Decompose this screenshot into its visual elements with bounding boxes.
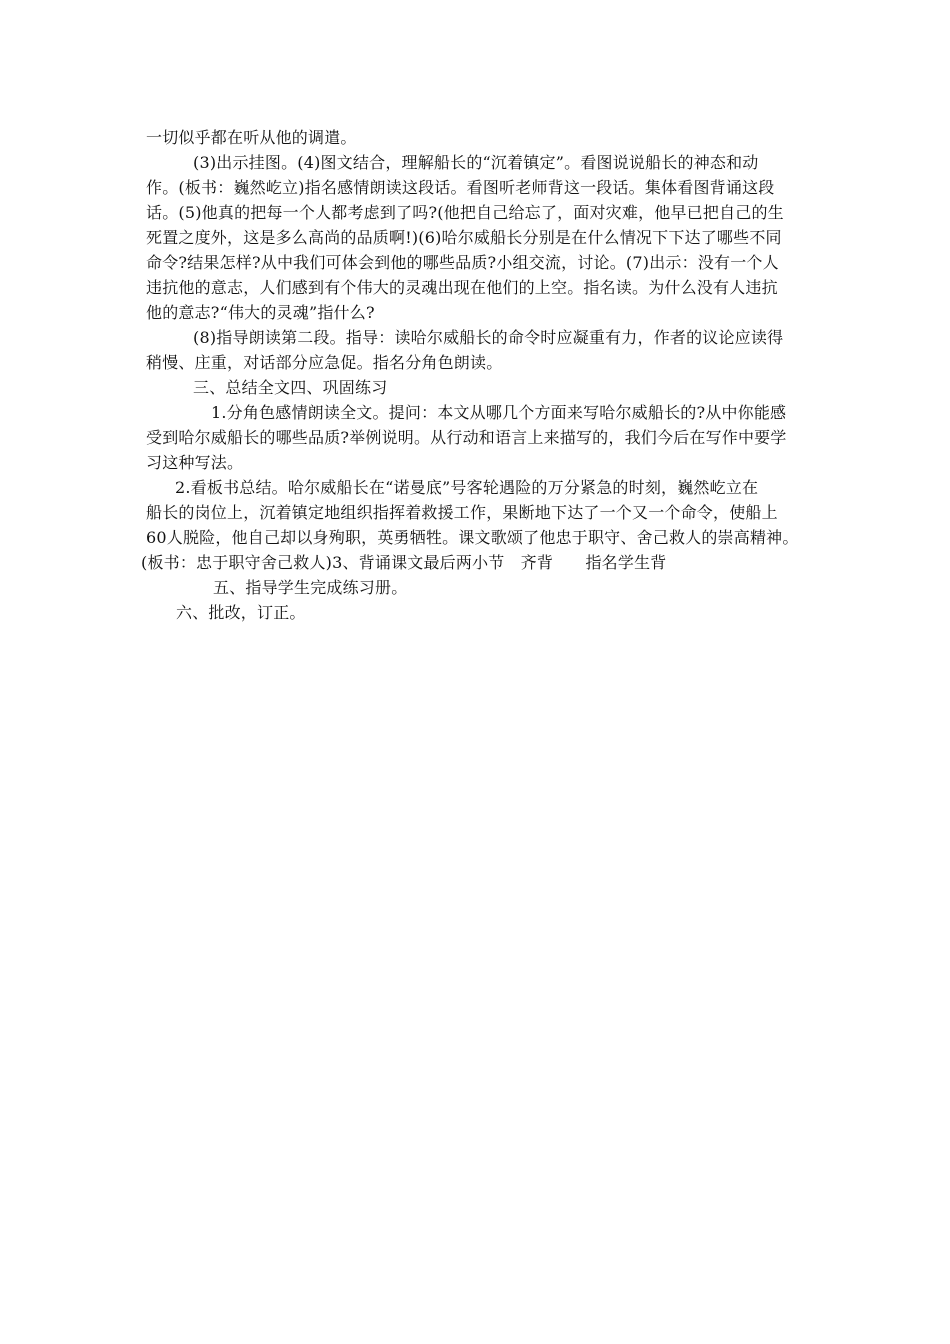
text-line: 一切似乎都在听从他的调遣。 [146,128,357,147]
text-line: 话。(5)他真的把每一个人都考虑到了吗?(他把自己给忘了，面对灾难，他早已把自己的生 [146,203,784,222]
text-line: 1.分角色感情朗读全文。提问：本文从哪几个方面来写哈尔威船长的?从中你能感 [211,403,787,422]
text-line: 稍慢、庄重，对话部分应急促。指名分角色朗读。 [146,353,503,372]
section-heading: 三、总结全文四、巩固练习 [193,378,388,397]
text-line: 2.看板书总结。哈尔威船长在“诺曼底”号客轮遇险的万分紧急的时刻，巍然屹立在 [175,478,759,497]
text-line: 他的意志?“伟大的灵魂”指什么? [146,303,375,322]
section-heading: 六、批改，订正。 [176,603,306,622]
text-line: 习这种写法。 [146,453,244,472]
text-line: 死置之度外，这是多么高尚的品质啊!)(6)哈尔威船长分别是在什么情况下下达了哪些不同 [146,228,782,247]
text-line: (板书：忠于职守舍己救人)3、背诵课文最后两小节 齐背 指名学生背 [141,553,667,572]
text-line: 作。(板书：巍然屹立)指名感情朗读这段话。看图听老师背这一段话。集体看图背诵这段 [146,178,775,197]
text-line: 船长的岗位上，沉着镇定地组织指挥着救援工作，果断地下达了一个又一个命令，使船上 [146,503,778,522]
text-line: 命令?结果怎样?从中我们可体会到他的哪些品质?小组交流，讨论。(7)出示：没有一个人 [146,253,779,272]
text-line: 违抗他的意志，人们感到有个伟大的灵魂出现在他们的上空。指名读。为什么没有人违抗 [146,278,778,297]
text-line: (3)出示挂图。(4)图文结合，理解船长的“沉着镇定”。看图说说船长的神态和动 [193,153,759,172]
text-line: 受到哈尔威船长的哪些品质?举例说明。从行动和语言上来描写的，我们今后在写作中要学 [146,428,787,447]
section-heading: 五、指导学生完成练习册。 [213,578,408,597]
text-line: 60人脱险，他自己却以身殉职，英勇牺牲。课文歌颂了他忠于职守、舍己救人的崇高精神。 [146,528,799,547]
text-line: (8)指导朗读第二段。指导：读哈尔威船长的命令时应凝重有力，作者的议论应读得 [193,328,784,347]
